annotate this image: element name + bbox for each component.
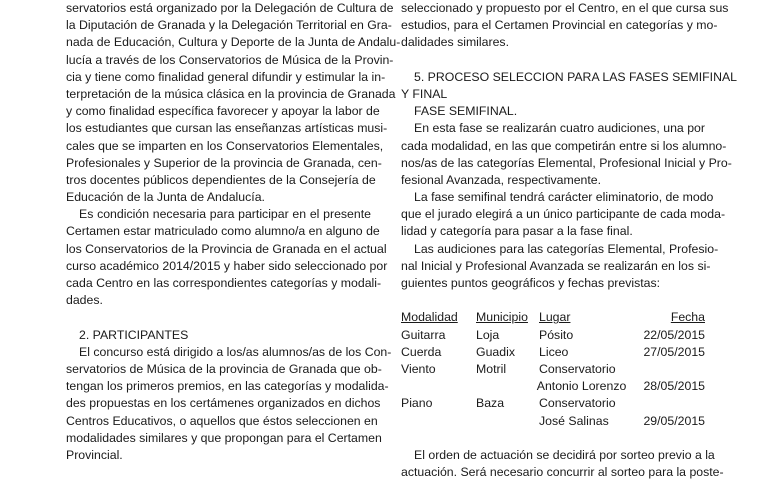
orden-paragraph [401,447,724,481]
table-cell: Piano [401,396,433,411]
table-row [401,327,705,344]
table-cell: Conservatorio [539,361,616,376]
table-cell: Liceo [539,344,569,359]
audiciones-paragraph [401,120,732,189]
text-line: fesional Avanzada, respectivamente. [401,172,602,187]
text-line: que el jurado elegirá a un único participante de cada moda- [401,207,726,222]
spacer [401,430,705,447]
text-line: Y FINAL [401,86,448,101]
text-line: des propuestas en los certámenes organizados en dichos [66,396,381,411]
table-cell: Guitarra [401,327,446,342]
text-line: El orden de actuación se decidirá por sorteo previo a la [414,447,715,462]
table-row [401,378,705,395]
text-line: la Diputación de Granada y la Delegación Territorial en Gra- [66,18,392,33]
table-cell: Conservatorio [539,396,616,411]
condition-paragraph [66,206,388,309]
text-line: Las audiciones para las categorías Elemental, Profesio- [414,241,719,256]
table-cell: 29/05/2015 [643,413,705,428]
table-cell [401,413,476,430]
table-cell: Motril [476,361,507,376]
table-cell [625,395,705,412]
text-line: modalidades similares y que propongan para el Certamen [66,430,382,445]
table-row [401,413,705,430]
table-cell [625,361,705,378]
table-cell: Pósito [539,327,574,342]
text-line: tros docentes públicos dependientes de la Consejería de [66,172,376,187]
text-line: los Conservatorios de la Provincia de Granada en el actual [66,241,387,256]
table-row [401,361,705,378]
section-heading-participantes: 2. PARTICIPANTES [79,327,189,342]
text-line: nos/as de las categorías Elemental, Profesional Inicial y Pro- [401,155,732,170]
table-cell: José Salinas [539,413,609,428]
section-heading-proceso [401,69,738,103]
table-cell: Loja [476,327,500,342]
table-cell [476,413,539,430]
text-line: Certamen estar matriculado como alumno/a en alguno de [66,224,380,239]
table-cell: Antonio Lorenzo [536,379,627,394]
text-line: servatorios de Música de la provincia de Granada que ob- [66,361,382,376]
column-header-fecha: Fecha [670,310,705,325]
continuation-paragraph [401,0,729,52]
text-line: Provincial. [66,447,123,462]
table-row [401,395,705,412]
spacer [66,309,371,326]
left-column [66,0,401,464]
table-cell [401,378,475,395]
text-line: cada Centro en las correspondientes categorías y modali- [66,276,382,290]
participants-paragraph [66,344,392,464]
text-line: dalidades similares. [401,35,509,50]
text-line: La fase semifinal tendrá carácter eliminatorio, de modo [414,190,714,205]
text-line: Educación de la Junta de Andalucía. [66,190,265,205]
text-line: Es condición necesaria para participar en el presente [79,207,371,222]
text-line: cia y tiene como finalidad general difundir y estimular la in- [66,69,386,84]
table-cell: Viento [401,361,436,376]
text-line: los estudiantes que cursan las enseñanzas artísticas musi- [66,121,388,136]
spacer [401,52,705,69]
column-header-modalidad: Modalidad [401,310,458,325]
table-cell: Cuerda [401,344,442,359]
text-line: Profesionales y Superior de la provincia de Granada, cen- [66,155,382,170]
text-line: tengan los primeros premios, en las categorías y modalida- [66,379,389,394]
table-cell: 28/05/2015 [643,379,705,394]
table-row [401,344,705,361]
text-line: nal Inicial y Profesional Avanzada se realizarán en los si- [401,258,711,273]
text-line: servatorios está organizado por la Delegación de Cultura de [66,1,394,15]
eliminatorio-paragraph [401,189,726,241]
text-line: guientes puntos geográficos y fechas previstas: [401,276,661,290]
text-line: y como finalidad específica favorecer y apoyar la labor de [66,104,380,119]
subheading-fase-semifinal: FASE SEMIFINAL. [414,104,518,119]
text-line: En esta fase se realizarán cuatro audiciones, una por [414,121,705,136]
intro-paragraph [66,0,401,206]
table-header-row [401,309,705,326]
table-cell: Baza [476,396,505,411]
table-cell [475,378,537,395]
text-line: cada modalidad, en las que competirán entre si los alumno- [401,138,727,153]
text-line: terpretación de la música clásica en la provincia de Granada [66,86,396,101]
column-header-municipio: Municipio [476,310,528,325]
schedule-table [401,309,705,429]
column-header-lugar: Lugar [539,310,571,325]
text-line: actuación. Será necesario concurrir al sorteo para la poste- [401,465,724,480]
text-line: estudios, para el Certamen Provincial en categorías y mo- [401,18,718,33]
text-line: El concurso está dirigido a los/as alumnos/as de los Con- [79,344,392,359]
table-cell: 27/05/2015 [643,344,705,359]
text-line: cales que se imparten en los Conservatorios Elementales, [66,138,384,153]
spacer [401,292,705,309]
text-line: nada de Educación, Cultura y Deporte de la Junta de Andalu- [66,35,401,50]
text-line: curso académico 2014/2015 y haber sido seleccionado por [66,258,388,273]
text-line: lidad y categoría para pasar a la fase final. [401,224,633,239]
text-line: lucía a través de los Conservatorios de Música de la Provin- [66,52,394,67]
text-line: dades. [66,293,103,308]
text-line: seleccionado y propuesto por el Centro, en el que cursa sus [401,1,729,15]
right-column [401,0,738,481]
text-line: Centros Educativos, o aquellos que éstos seleccionen en [66,413,378,428]
table-cell: 22/05/2015 [643,327,705,342]
categorias-paragraph [401,241,719,293]
text-line: 5. PROCESO SELECCION PARA LAS FASES SEMIFINAL [414,69,738,84]
table-cell: Guadix [476,344,515,359]
